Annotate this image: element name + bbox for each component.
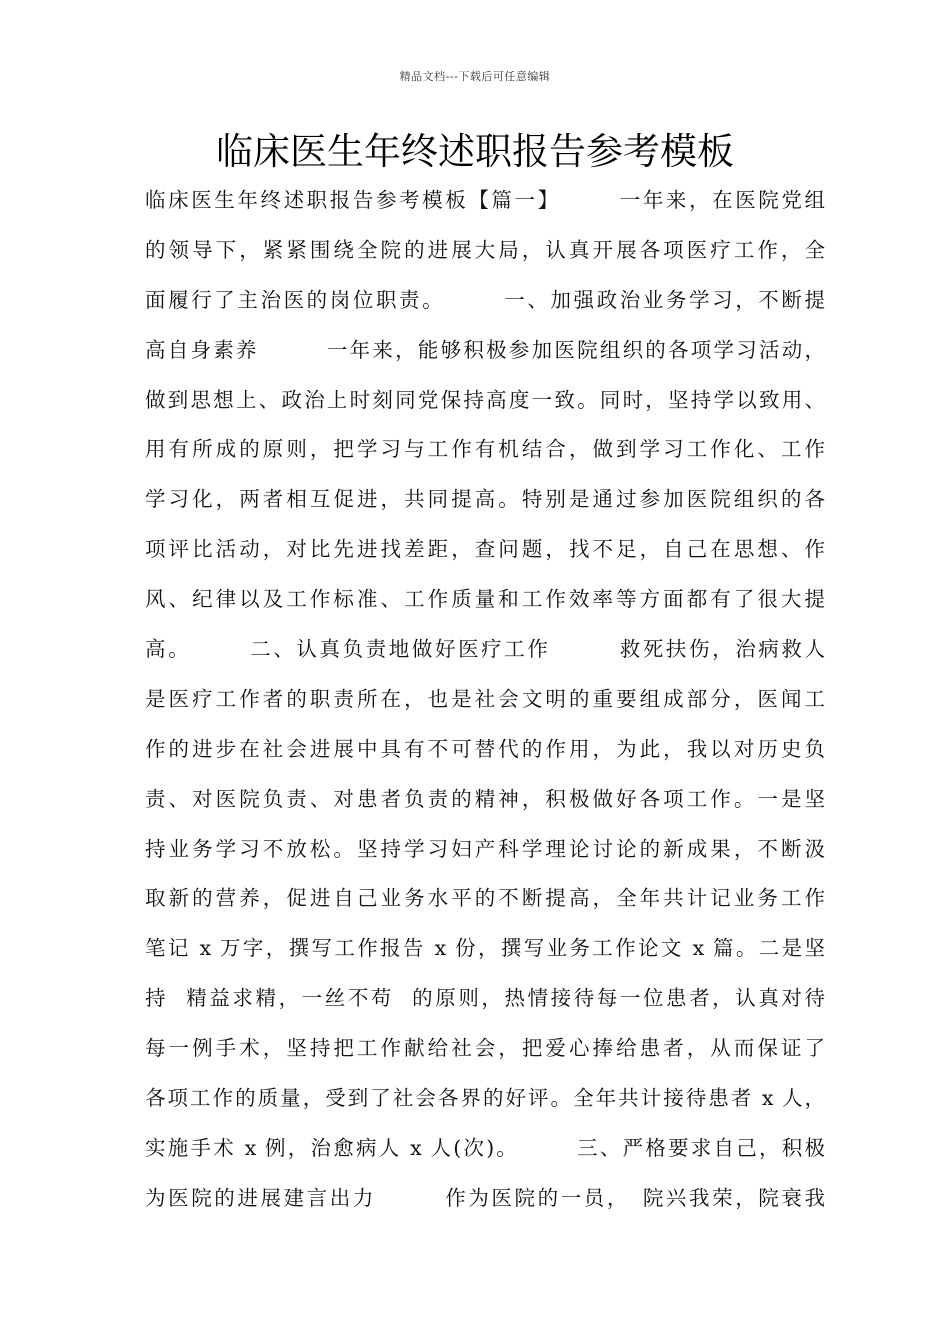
body-line-10: 高。 二、认真负责地做好医疗工作 救死扶伤，治病救人 (145, 637, 825, 662)
body-line-14: 持业务学习不放松。坚持学习妇产科学理论讨论的新成果，不断汲 (145, 836, 825, 861)
document-title: 临床医生年终述职报告参考模板 (216, 130, 734, 173)
body-line-20: 实施手术 x 例，治愈病人 x 人(次)。 三、严格要求自己，积极 (145, 1135, 825, 1160)
body-line-19: 各项工作的质量，受到了社会各界的好评。全年共计接待患者 x 人， (145, 1086, 825, 1111)
body-line-1: 临床医生年终述职报告参考模板【篇一】 一年来，在医院党组 (145, 188, 825, 212)
body-line-4: 高自身素养 一年来，能够积极参加医院组织的各项学习活动， (145, 337, 825, 362)
body-line-21: 为医院的进展建言出力 作为医院的一员， 院兴我荣，院衰我 (145, 1185, 825, 1210)
body-line-6: 用有所成的原则，把学习与工作有机结合，做到学习工作化、工作 (145, 437, 825, 462)
body-line-11: 是医疗工作者的职责所在，也是社会文明的重要组成部分，医闻工 (145, 686, 825, 711)
document-body (145, 180, 825, 1228)
body-line-13: 责、对医院负责、对患者负责的精神，积极做好各项工作。一是坚 (145, 786, 825, 811)
body-line-7: 学习化，两者相互促进，共同提高。特别是通过参加医院组织的各 (145, 487, 825, 512)
body-line-8: 项评比活动，对比先进找差距，查问题，找不足，自己在思想、作 (145, 537, 825, 562)
body-line-9: 风、纪律以及工作标准、工作质量和工作效率等方面都有了很大提 (145, 587, 825, 612)
body-line-18: 每一例手术，坚持把工作献给社会，把爱心捧给患者，从而保证了 (145, 1036, 825, 1061)
body-line-3: 面履行了主治医的岗位职责。 一、加强政治业务学习，不断提 (145, 287, 825, 312)
body-line-2: 的领导下，紧紧围绕全院的进展大局，认真开展各项医疗工作，全 (145, 237, 825, 262)
body-line-5: 做到思想上、政治上时刻同党保持高度一致。同时，坚持学以致用、 (145, 387, 825, 412)
body-line-12: 作的进步在社会进展中具有不可替代的作用，为此，我以对历史负 (145, 736, 825, 761)
header-note: 精品文档---下载后可任意编辑 (399, 70, 551, 83)
body-line-16: 笔记 x 万字，撰写工作报告 x 份，撰写业务工作论文 x 篇。二是坚 (145, 936, 825, 961)
body-line-15: 取新的营养，促进自己业务水平的不断提高，全年共计记业务工作 (145, 886, 825, 911)
body-line-17: 持 精益求精，一丝不苟 的原则，热情接待每一位患者，认真对待 (145, 986, 825, 1011)
